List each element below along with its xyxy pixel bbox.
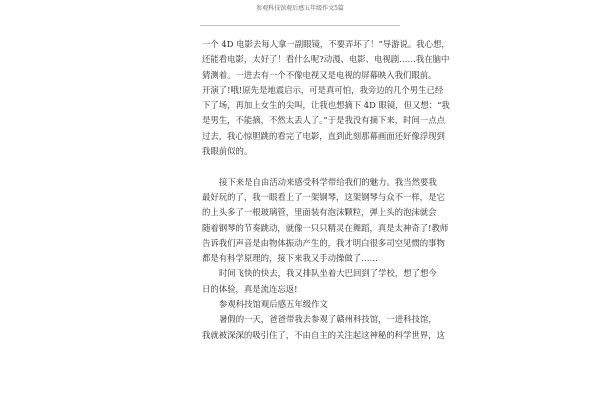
text-line: 一个 4D 电影去每人拿一副眼镜，不要弄坏了！”导游说。我心想， [202, 39, 450, 49]
text-line: 最好玩的了，我一眼看上了一架钢琴，这架钢琴与众不一样，是它 [202, 191, 445, 202]
text-line: 随着钢琴的节奏跳动，就像一只只精灵在舞蹈，真是太神奇了!教师 [202, 222, 449, 233]
text-line: 过去，我心惊胆跳的看完了电影，直到此刻那幕画面还好像浮现到 [202, 130, 445, 141]
document-body [202, 37, 450, 343]
text-line: 我眼前似的。 [202, 146, 253, 157]
text-line: 是男生，不能摘，不然太丢人了。”于是我没有摘下来，时间一点点 [202, 115, 445, 126]
text-line: 日的体验，真是流连忘返! [202, 283, 298, 294]
text-line: 开演了!哦!原先是地震启示，可是真可怕，我旁边的几个男生已经 [202, 84, 444, 95]
text-line: 时间飞快的快去，我又排队坐着大巴回到了学校，想了想今 [219, 268, 437, 279]
page-header-title: 参观科技馆观后感五年级作文5篇 [256, 5, 344, 12]
text-line: 告诉我们声音是由物体振动产生的，我才明白很多司空见惯的事物 [202, 237, 445, 248]
paragraph-gap [202, 159, 402, 174]
text-line: 接下来是自由活动来感受科学带给我们的魅力。我当然要我 [219, 176, 437, 187]
text-line: 都是有科学原理的，接下来我又手动操做了…… [202, 253, 378, 264]
essay-title: 参观科技馆观后感五年级作文 [219, 299, 328, 310]
header-divider [200, 25, 400, 26]
text-line: 还能看电影，太好了！看什么呢?动漫、电影、电视剧……我在脑中 [202, 54, 450, 65]
text-line: 暑假的一天，爸爸带我去参观了赣州科技馆，一进科技馆， [219, 314, 437, 325]
text-line: 的上头多了一根玻璃管，里面装有泡沫颗粒，弹上头的泡沫就会 [202, 207, 437, 218]
text-line: 我就被深深的吸引住了，不由自主的关注起这神秘的科学世界，这 [202, 329, 445, 340]
text-line: 下了场，再加上女生的尖叫，让我也想摘下 4D 眼镜，但又想：“我 [202, 100, 450, 111]
text-line: 猜测着。一进去有一个不像电视又是电视的屏幕映入我们眼前。 [202, 69, 437, 80]
